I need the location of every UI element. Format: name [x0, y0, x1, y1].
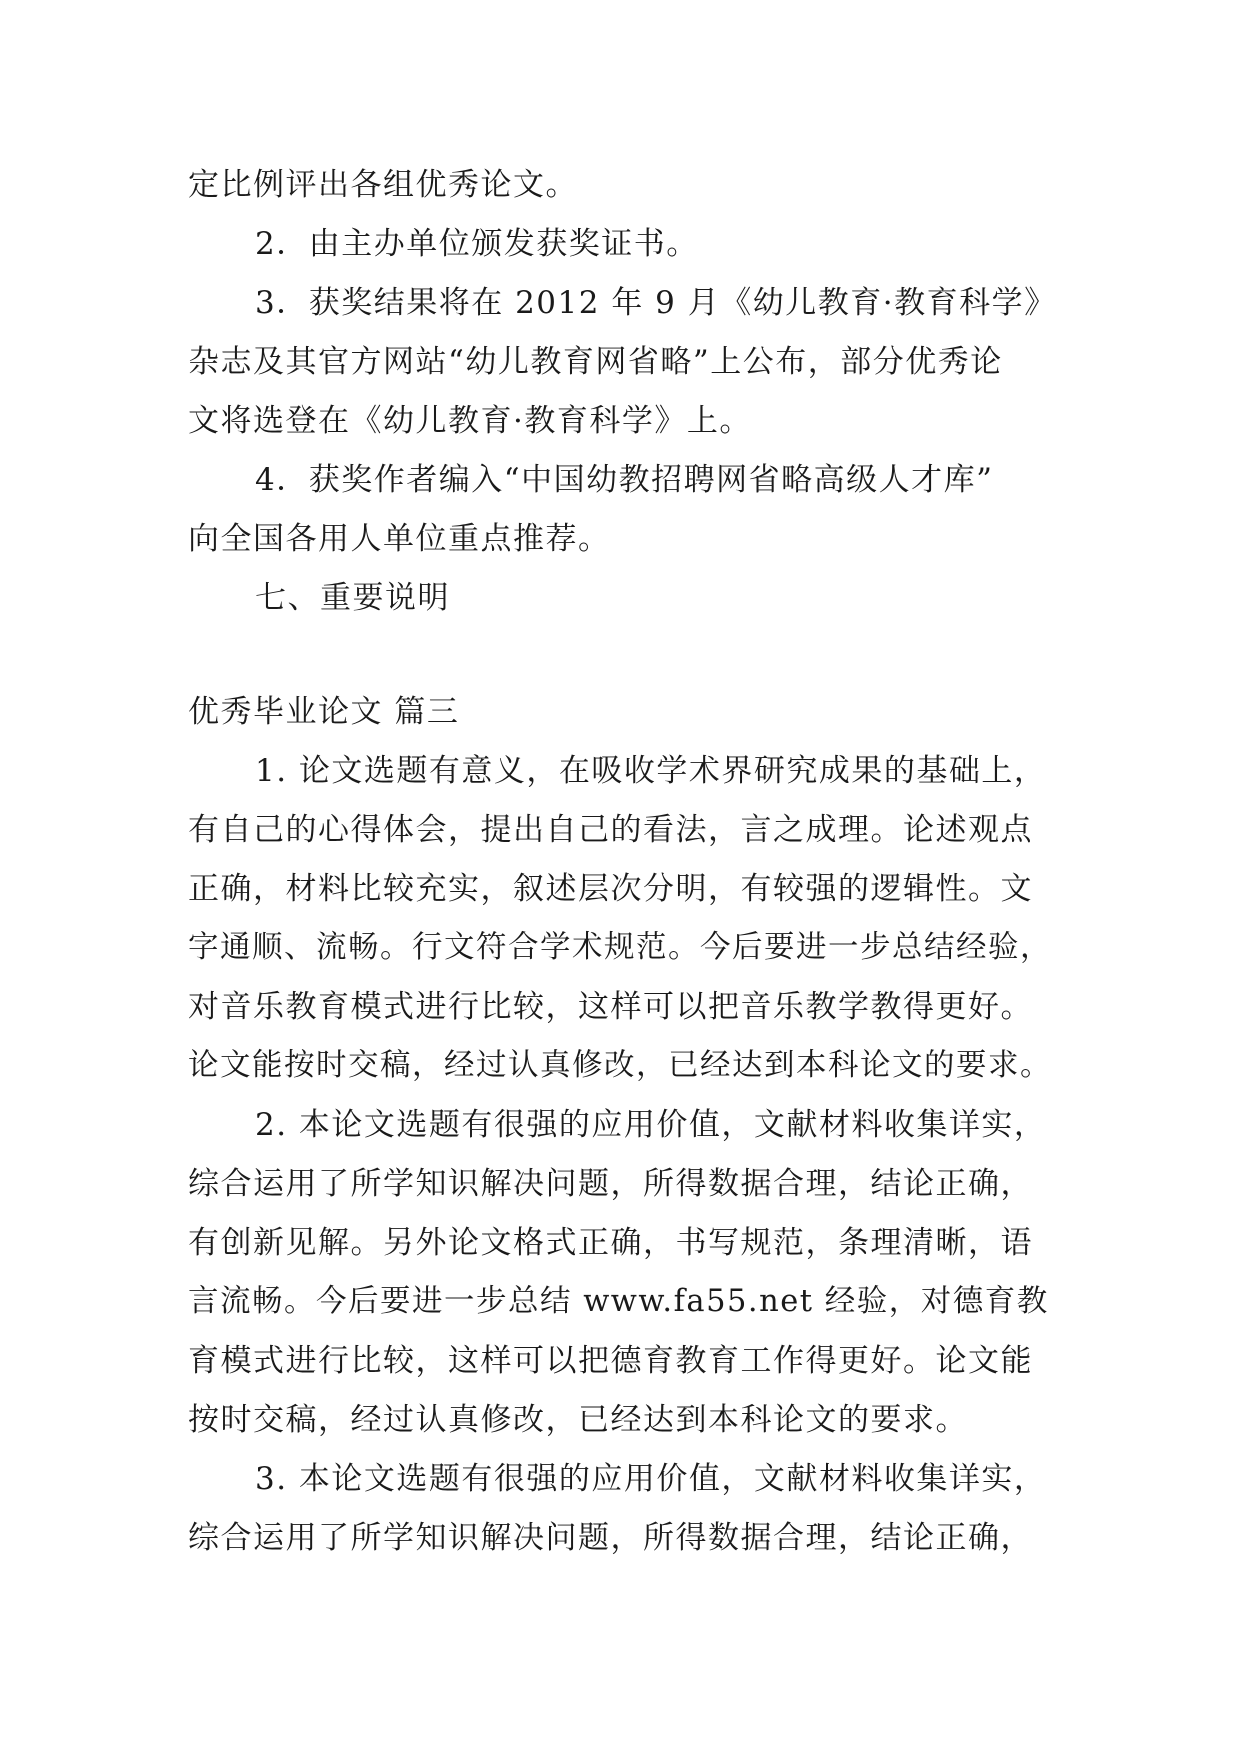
body-line: 综合运用了所学知识解决问题，所得数据合理，结论正确，	[188, 1520, 1033, 1556]
body-line: 按时交稿，经过认真修改，已经达到本科论文的要求。	[188, 1402, 968, 1438]
body-line: 2．由主办单位颁发获奖证书。	[255, 226, 699, 262]
body-line: 杂志及其官方网站“幼儿教育网省略”上公布，部分优秀论	[188, 344, 1003, 380]
body-line: 有自己的心得体会，提出自己的看法，言之成理。论述观点	[188, 812, 1033, 848]
body-line: 综合运用了所学知识解决问题，所得数据合理，结论正确，	[188, 1166, 1033, 1202]
body-line: 言流畅。今后要进一步总结 www.fa55.net 经验，对德育教	[188, 1284, 1049, 1319]
section-heading: 优秀毕业论文 篇三	[188, 694, 460, 730]
body-line: 3. 本论文选题有很强的应用价值，文献材料收集详实，	[255, 1461, 1047, 1497]
body-line: 4．获奖作者编入“中国幼教招聘网省略高级人才库”	[255, 462, 994, 498]
body-line: 文将选登在《幼儿教育·教育科学》上。	[188, 403, 752, 439]
body-line: 字通顺、流畅。行文符合学术规范。今后要进一步总结经验，	[188, 930, 1052, 965]
body-line: 对音乐教育模式进行比较，这样可以把音乐教学教得更好。	[188, 989, 1033, 1025]
body-line: 向全国各用人单位重点推荐。	[188, 521, 611, 557]
body-line: 3．获奖结果将在 2012 年 9 月《幼儿教育·教育科学》	[255, 285, 1057, 321]
body-line: 育模式进行比较，这样可以把德育教育工作得更好。论文能	[188, 1343, 1033, 1379]
body-line: 论文能按时交稿，经过认真修改，已经达到本科论文的要求。	[188, 1048, 1052, 1083]
body-line: 有创新见解。另外论文格式正确，书写规范，条理清晰，语	[188, 1225, 1033, 1261]
section-title-important-notes: 七、重要说明	[255, 580, 450, 616]
body-line: 定比例评出各组优秀论文。	[188, 167, 578, 203]
body-line: 2. 本论文选题有很强的应用价值，文献材料收集详实，	[255, 1107, 1047, 1143]
body-line: 1. 论文选题有意义，在吸收学术界研究成果的基础上，	[255, 753, 1047, 789]
body-line: 正确，材料比较充实，叙述层次分明，有较强的逻辑性。文	[188, 871, 1033, 907]
